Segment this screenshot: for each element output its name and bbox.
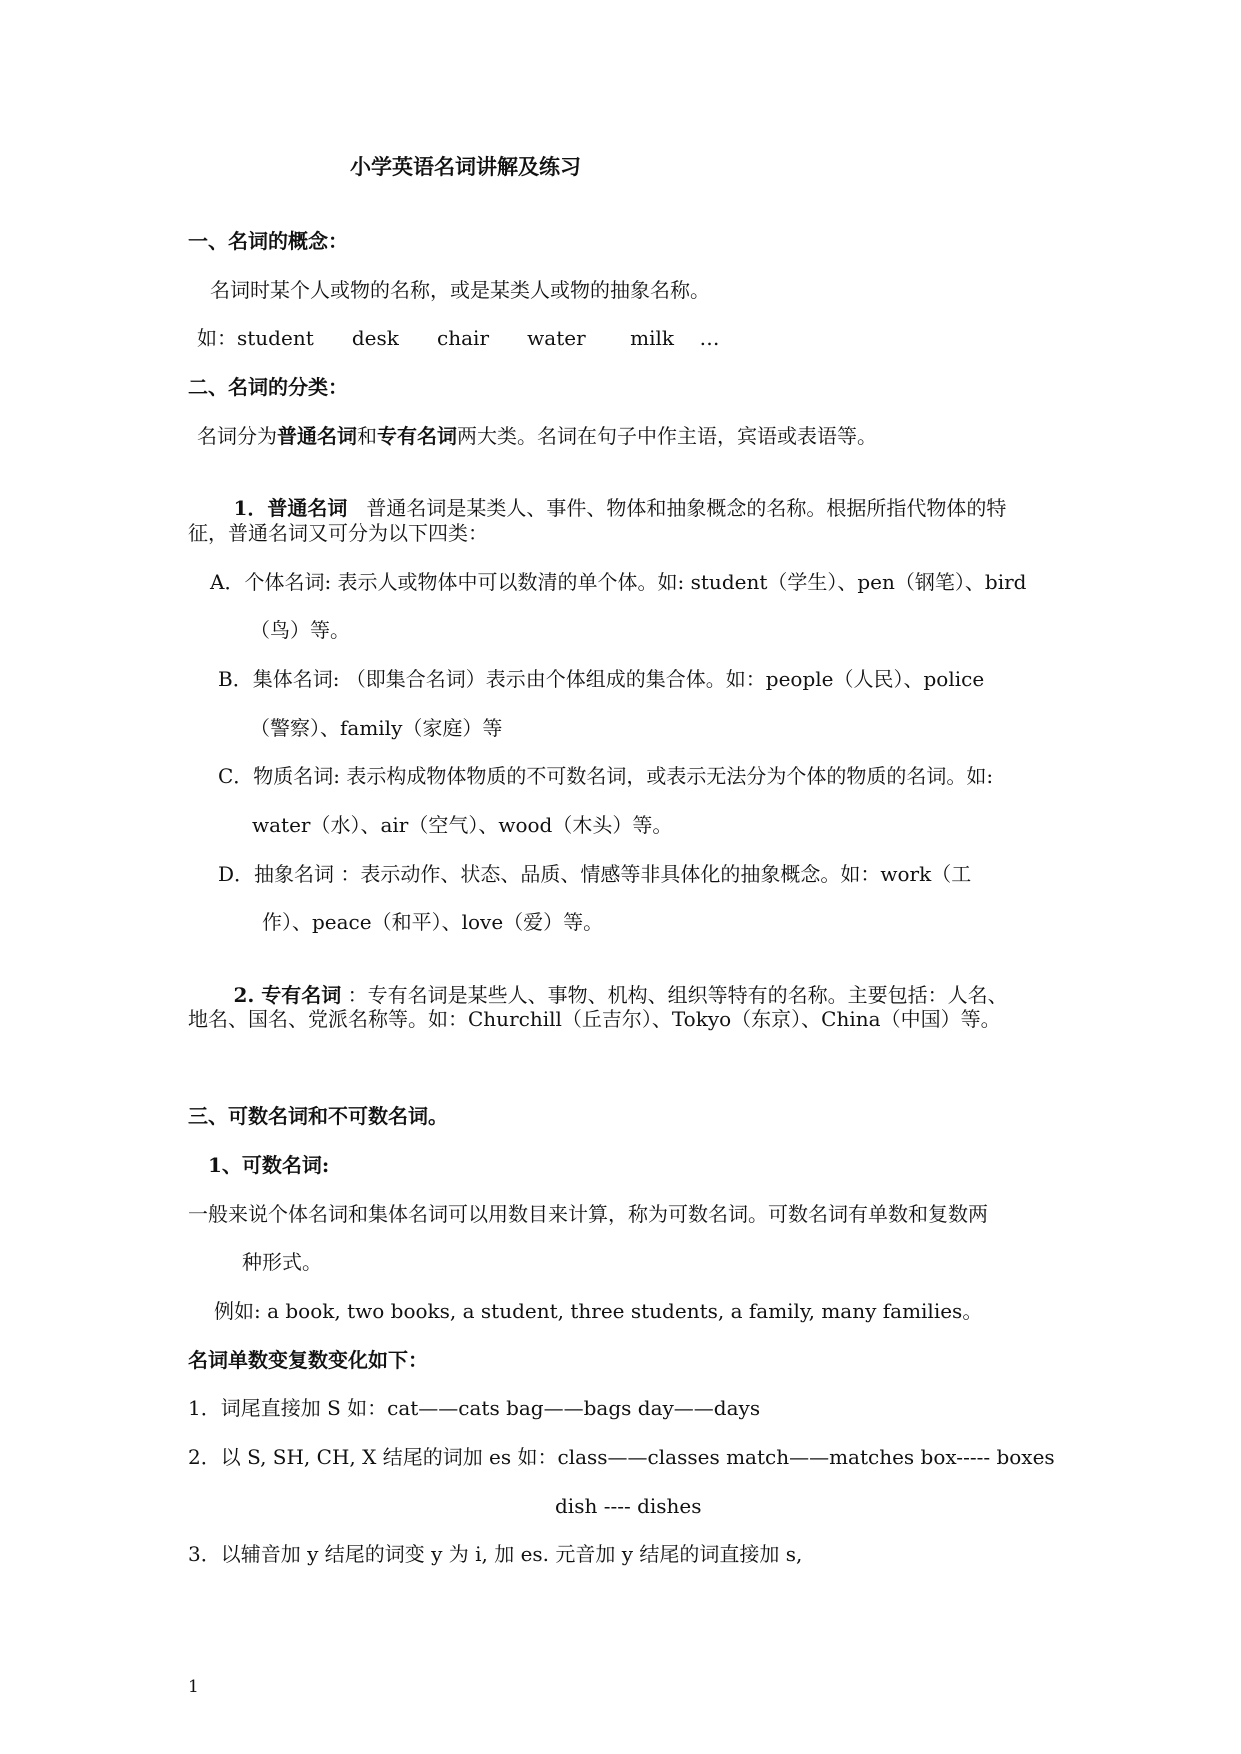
item-c-line1: C．物质名词: 表示构成物体物质的不可数名词，或表示无法分为个体的物质的名词。如: xyxy=(218,764,994,788)
paragraph-classification-intro xyxy=(197,424,877,448)
paragraph-countable: 一般来说个体名词和集体名词可以用数目来计算，称为可数名词。可数名词有单数和复数两 xyxy=(188,1202,988,1226)
page-title: 小学英语名词讲解及练习 xyxy=(350,154,581,179)
item-d-line2: 作）、peace（和平）、love（爱）等。 xyxy=(262,910,604,934)
plural-rule-1: 1．词尾直接加 S 如：cat——cats bag——bags day——days xyxy=(188,1396,761,1420)
label-common-noun: 1．普通名词 xyxy=(233,496,348,520)
plural-rule-2: 2．以 S, SH, CH, X 结尾的词加 es 如：class——classes match——matches box----- boxes xyxy=(188,1445,1055,1469)
intro-text-1: 名词分为 xyxy=(197,424,277,448)
paragraph-definition: 名词时某个人或物的名称，或是某类人或物的抽象名称。 xyxy=(210,278,710,302)
paragraph-proper-noun-cont: 地名、国名、党派名称等。如：Churchill（丘吉尔）、Tokyo（东京）、China（中国）等。 xyxy=(188,1007,1001,1031)
label-proper-noun: 2. 专有名词 xyxy=(233,983,342,1007)
term-proper-noun: 专有名词 xyxy=(377,424,457,448)
intro-text-3: 两大类。名词在句子中作主语，宾语或表语等。 xyxy=(457,424,877,448)
item-a-line2: （鸟）等。 xyxy=(250,618,350,642)
paragraph-countable-cont: 种形式。 xyxy=(242,1250,322,1274)
paragraph-countable-example: 例如: a book, two books, a student, three students, a family, many families。 xyxy=(214,1299,983,1323)
plural-rule-2-cont: dish ---- dishes xyxy=(555,1494,702,1518)
page-number: 1 xyxy=(188,1677,199,1697)
subheading-countable: 1、可数名词: xyxy=(208,1153,330,1177)
plural-rule-3: 3．以辅音加 y 结尾的词变 y 为 i, 加 es. 元音加 y 结尾的词直接加 s, xyxy=(188,1542,803,1566)
paragraph-examples: 如：student desk chair water milk … xyxy=(197,326,720,350)
section-heading-countable: 三、可数名词和不可数名词。 xyxy=(188,1104,448,1128)
common-noun-text: 普通名词是某类人、事件、物体和抽象概念的名称。根据所指代物体的特 xyxy=(347,496,1007,520)
item-c-line2: water（水）、air（空气）、wood（木头）等。 xyxy=(252,813,673,837)
intro-text-2: 和 xyxy=(357,424,377,448)
section-heading-concept: 一、名词的概念： xyxy=(188,229,348,253)
term-common-noun: 普通名词 xyxy=(277,424,357,448)
item-d-line1: D．抽象名词 ：表示动作、状态、品质、情感等非具体化的抽象概念。如：work（工 xyxy=(218,862,972,886)
section-heading-classification: 二、名词的分类： xyxy=(188,375,348,399)
item-a-line1: A．个体名词: 表示人或物体中可以数清的单个体。如: student（学生）、pen（钢笔）、bird xyxy=(210,570,1027,594)
paragraph-common-noun-cont: 征，普通名词又可分为以下四类： xyxy=(188,521,488,545)
proper-noun-text: ：专有名词是某些人、事物、机构、组织等特有的名称。主要包括：人名、 xyxy=(341,983,1008,1007)
item-b-line2: （警察）、family（家庭）等 xyxy=(250,716,503,740)
item-b-line1: B．集体名词: （即集合名词）表示由个体组成的集合体。如：people（人民）、police xyxy=(218,667,985,691)
plural-rules-heading: 名词单数变复数变化如下： xyxy=(188,1348,428,1372)
